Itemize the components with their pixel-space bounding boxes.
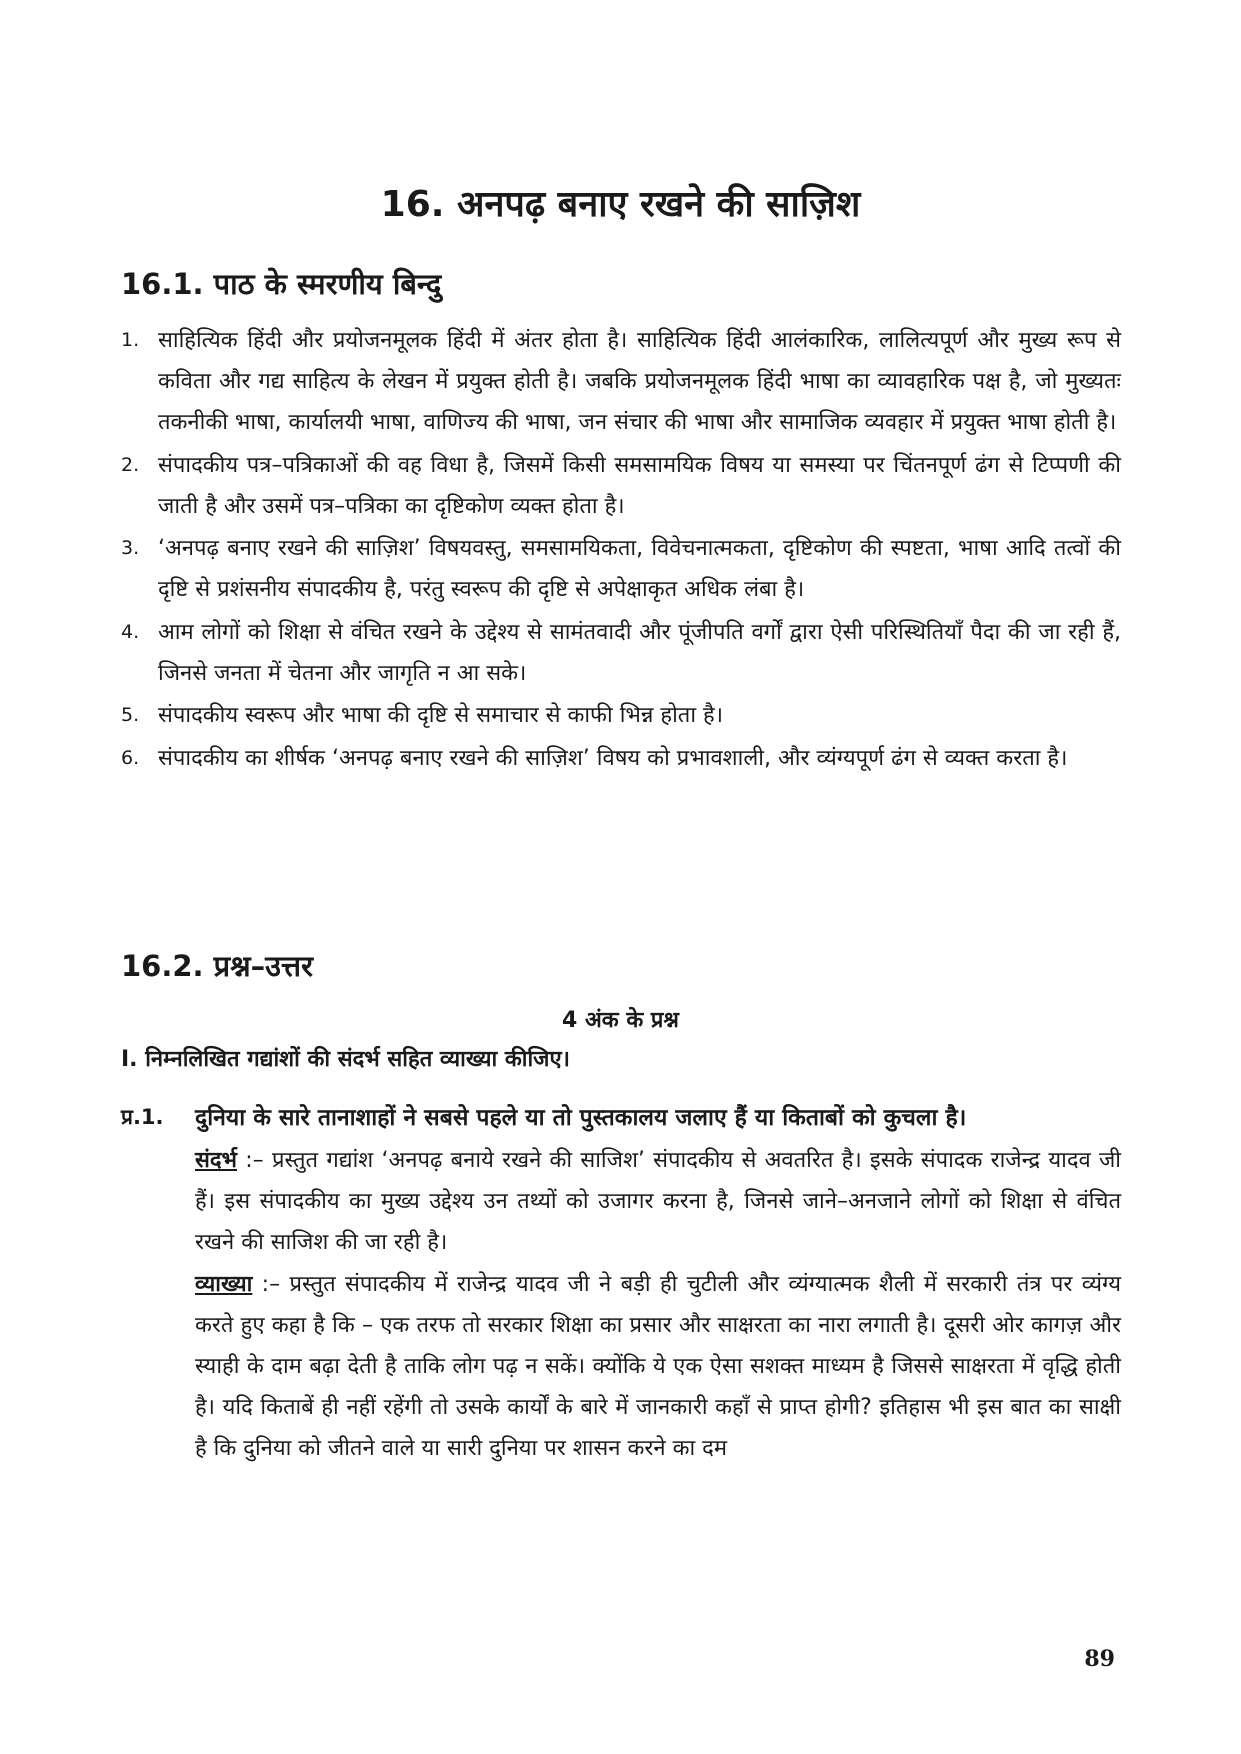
key-point-item — [121, 320, 1121, 443]
explanation-text: प्रस्तुत संपादकीय में राजेन्द्र यादव जी ने बड़ी ही चुटीली और व्यंग्यात्मक शैली में सरकारी तंत्र पर व्यंग्य करते हुए कहा है कि – एक तरफ तो सरकार शिक्षा का प्रसार और साक्षरता का नारा लगाती है। दूसरी ओर कागज़ और स्याही के दाम बढ़ा देती है ताकि लोग पढ़ न सकें। क्योंकि ये एक ऐसा सशक्त माध्यम है जिससे साक्षरता में वृद्धि होती है। यदि किताबें ही नहीं रहेंगी तो उसके कार्यों के बारे में जानकारी कहाँ से प्राप्त होगी? इतिहास भी इस बात का साक्षी है कि दुनिया को जीतने वाले या सारी दुनिया पर शासन करने का दम — [195, 1272, 1121, 1461]
key-points-list — [121, 320, 1121, 780]
question-text: दुनिया के सारे तानाशाहों ने सबसे पहले या तो पुस्तकालय जलाए हैं या किताबों को कुचला है। — [195, 1105, 967, 1131]
point-number: 2. — [121, 453, 140, 476]
point-text: संपादकीय स्वरूप और भाषा की दृष्टि से समाचार से काफी भिन्न होता है। — [158, 703, 724, 728]
point-number: 4. — [121, 620, 140, 643]
point-text: साहित्यिक हिंदी और प्रयोजनमूलक हिंदी में अंतर होता है। साहित्यिक हिंदी आलंकारिक, लालित्यपूर्ण और मुख्य रूप से कविता और गद्य साहित्य के लेखन में प्रयुक्त होती है। जबकि प्रयोजनमूलक हिंदी भाषा का व्यावहारिक पक्ष है, जो मुख्यतः तकनीकी भाषा, कार्यालयी भाषा, वाणिज्य की भाषा, जन संचार की भाषा और सामाजिक व्यवहार में प्रयुक्त भाषा होती है। — [158, 328, 1121, 435]
key-point-item — [121, 738, 1121, 779]
key-point-item — [121, 445, 1121, 527]
context-label: संदर्भ — [195, 1148, 238, 1173]
point-number: 5. — [121, 704, 140, 726]
point-text: संपादकीय का शीर्षक ‘अनपढ़ बनाए रखने की साज़िश’ विषय को प्रभावशाली, और व्यंग्यपूर्ण ढंग से व्यक्त करता है। — [158, 745, 1068, 771]
point-number: 3. — [121, 537, 140, 559]
point-number: 1. — [121, 329, 140, 351]
instruction-text: I. निम्नलिखित गद्यांशों की संदर्भ सहित व्याख्या कीजिए। — [121, 1047, 570, 1072]
explanation-paragraph — [195, 1264, 1121, 1469]
section-heading-qa: 16.2. प्रश्न–उत्तर — [121, 949, 313, 983]
key-point-item — [121, 528, 1121, 610]
point-text: आम लोगों को शिक्षा से वंचित रखने के उद्देश्य से सामंतवादी और पूंजीपति वर्गों द्वारा ऐसी परिस्थितियाँ पैदा की जा रही हैं, जिनसे जनता में चेतना और जागृति न आ सके। — [158, 619, 1121, 686]
question-body — [195, 1098, 1121, 1469]
page-number: 89 — [1084, 1646, 1115, 1672]
marks-heading: 4 अंक के प्रश्न — [562, 1008, 679, 1033]
point-number: 6. — [121, 746, 140, 769]
chapter-title: 16. अनपढ़ बनाए रखने की साज़िश — [380, 184, 861, 225]
context-text: प्रस्तुत गद्यांश ‘अनपढ़ बनाये रखने की साजिश’ संपादकीय से अवतरित है। इसके संपादक राजेन्द्र यादव जी हैं। इस संपादकीय का मुख्य उद्देश्य उन तथ्यों को उजागर करना है, जिनसे जाने–अनजाने लोगों को शिक्षा से वंचित रखने की साजिश की जा रही है। — [195, 1148, 1121, 1255]
key-point-item — [121, 695, 1121, 736]
explanation-label: व्याख्या — [195, 1272, 253, 1297]
question-number: प्र.1. — [121, 1105, 164, 1129]
explanation-separator: :– — [252, 1272, 290, 1297]
key-point-item — [121, 612, 1121, 694]
point-text: संपादकीय पत्र–पत्रिकाओं की वह विधा है, जिसमें किसी समसामयिक विषय या समस्या पर चिंतनपूर्ण ढंग से टिप्पणी की जाती है और उसमें पत्र–पत्रिका का दृष्टिकोण व्यक्त होता है। — [158, 452, 1121, 519]
point-text: ‘अनपढ़ बनाए रखने की साज़िश’ विषयवस्तु, समसामयिकता, विवेचनात्मकता, दृष्टिकोण की स्पष्टता, भाषा आदि तत्वों की दृष्टि से प्रशंसनीय संपादकीय है, परंतु स्वरूप की दृष्टि से अपेक्षाकृत अधिक लंबा है। — [158, 536, 1121, 602]
context-separator: :– — [237, 1148, 272, 1173]
section-heading-key-points: 16.1. पाठ के स्मरणीय बिन्दु — [121, 267, 442, 301]
context-paragraph — [195, 1140, 1121, 1263]
question-block — [121, 1098, 1121, 1470]
